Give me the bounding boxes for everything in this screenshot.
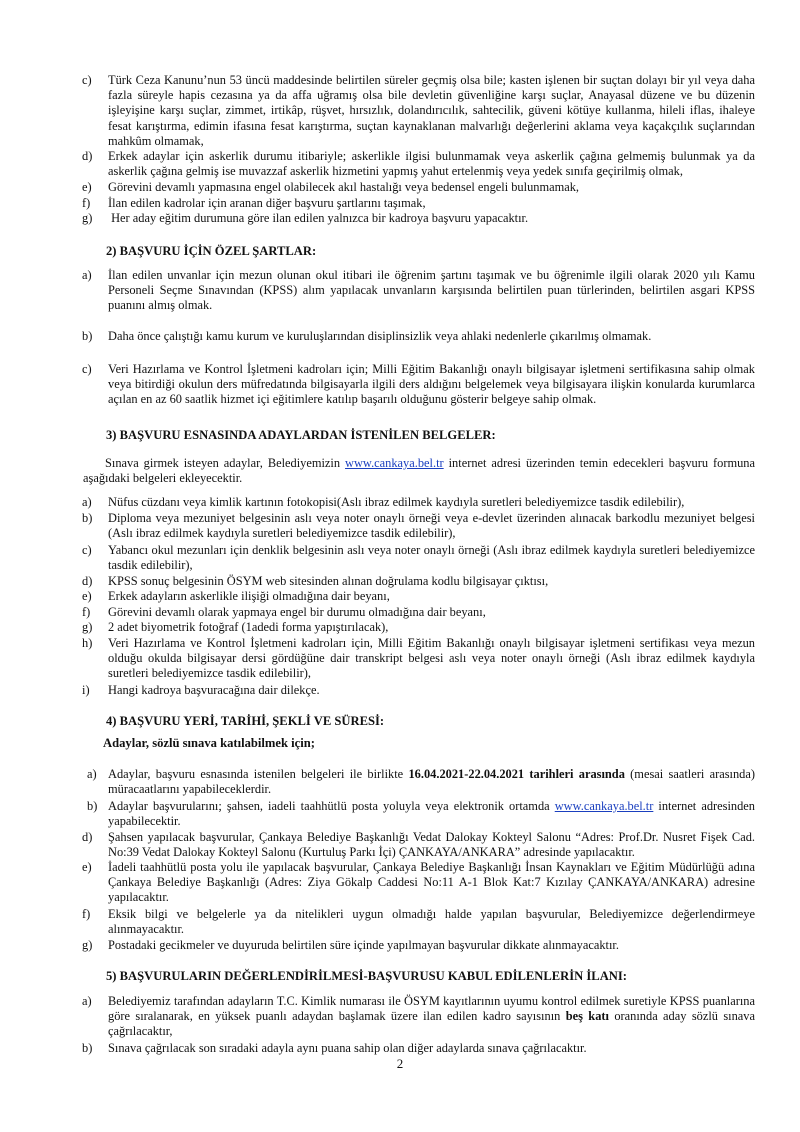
item-text: Türk Ceza Kanunu’nun 53 üncü maddesinde belirtilen süreler geçmiş olsa bile; kasten işlenen bir suçtan dolayı bir yıl veya daha fazla süreyle hapis cezasına ya da affa uğramış olsa bile devletin güvenliğine karşı suçlar, Anayasal düzene ve bu düzenin işleyişine karşı suçlar, zimmet, irtikâp, rüşvet, hırsızlık, dolandırıcılık, sahtecilik, güveni kötüye kullanma, hileli iflas, ihaleye fesat karıştırma, edimin ifasına fesat karıştırma, suçtan kaynaklanan malvarlığı değerlerini aklama veya kaçakçılık suçlarından mahkûm olmamak, [108, 73, 755, 148]
list-item [82, 636, 755, 682]
item-text: KPSS sonuç belgesinin ÖSYM web sitesinden alınan doğrulama kodlu bilgisayar çıktısı, [108, 574, 549, 588]
item-label: i) [82, 683, 90, 697]
text-run: Adaylar başvurularını; şahsen, iadeli taahhütlü posta yoluyla veya elektronik ortamda [108, 799, 555, 813]
item-label: c) [82, 73, 92, 87]
item-label: d) [82, 574, 93, 588]
item-text: Görevini devamlı olarak yapmaya engel bir durumu olmadığına dair beyanı, [108, 605, 486, 619]
item-label: f) [82, 196, 91, 210]
list-item [82, 860, 755, 906]
item-text: Veri Hazırlama ve Kontrol İşletmeni kadroları için; Milli Eğitim Bakanlığı onaylı bilgisayar işletmeni sertifikasına sahip olmak veya bitirdiği okulun ders müfredatında bilgisayarla ilgili ders aldığını belgelemek veya bilgisayara ilişkin konularda kurumlarca açılan en az 60 saatlik hizmet içi eğitimlere katılıp başarılı olduğunu gösterir belgeye sahip olmak. [108, 362, 755, 407]
page-number: 2 [396, 1056, 404, 1071]
list-item [82, 511, 755, 541]
intro-text: Sınava girmek isteyen adaylar, Belediyemizin [105, 456, 346, 470]
item-text [108, 767, 755, 797]
list-item [82, 149, 755, 179]
section-heading: 4) BAŞVURU YERİ, TARİHİ, ŞEKLİ VE SÜRESİ: [106, 714, 385, 728]
list-item [82, 268, 755, 314]
list-item [87, 799, 755, 829]
item-label: d) [82, 830, 93, 844]
item-text: Erkek adaylar için askerlik durumu itibariyle; askerlikle ilgisi bulunmamak veya askerlik çağına gelmemiş bulunmak ya da askerlik çağına gelmiş ise muvazzaf askerlik hizmetini yapmış yahut ertelenmiş veya yedek sınıfa geçirilmiş olmak, [108, 149, 755, 179]
item-text [108, 994, 755, 1040]
website-link[interactable]: www.cankaya.bel.tr [345, 456, 444, 470]
item-label: e) [82, 860, 92, 874]
item-text [108, 799, 755, 829]
list-item [82, 907, 755, 937]
item-label: c) [82, 362, 92, 376]
item-text: Sınava çağrılacak son sıradaki adayla aynı puana sahip olan diğer adaylarda sınava çağrılacaktır. [108, 1041, 587, 1055]
list-item [82, 1041, 755, 1056]
item-text: Yabancı okul mezunları için denklik belgesinin aslı veya noter onaylı örneği (Aslı ibraz edilmek kaydıyla suretleri belediyemizce tasdik edilebilir), [108, 543, 755, 573]
section-heading: 2) BAŞVURU İÇİN ÖZEL ŞARTLAR: [106, 244, 317, 258]
item-text: Postadaki gecikmeler ve duyuruda belirtilen süre içinde yapılmayan başvurular dikkate alınmayacaktır. [108, 938, 619, 952]
list-item [82, 211, 755, 226]
item-label: b) [87, 799, 98, 813]
item-label: b) [82, 329, 93, 343]
text-run: oranında aday sözlü sınava çağrılacaktır, [108, 1009, 756, 1039]
item-label: g) [82, 211, 93, 225]
item-text: Eksik bilgi ve belgelerle ya da nitelikleri uygun olmadığı halde yapılan başvurular, Belediyemizce değerlendirmeye alınmayacaktır. [108, 907, 755, 937]
item-text: Nüfus cüzdanı veya kimlik kartının fotokopisi(Aslı ibraz edilmek kaydıyla suretleri belediyemizce tasdik edilebilir), [108, 495, 685, 509]
text-run: Belediyemiz tarafından adayların T.C. Kimlik numarası ile ÖSYM kayıtlarının uyumu kontrol edilmek suretiyle KPSS puanlarına göre sıralanarak, en yüksek puanlı adaydan başlamak üzere ilan edilen kadro sayısının [108, 994, 755, 1024]
text-run: (mesai saatleri arasında) müracaatlarını yapabileceklerdir. [108, 767, 755, 797]
list-item [82, 830, 755, 860]
item-label: e) [82, 589, 92, 603]
list-item [82, 994, 755, 1040]
item-label: a) [87, 767, 97, 781]
item-text: Diploma veya mezuniyet belgesinin aslı veya noter onaylı örneği veya e-devlet üzerinden alınacak barkodlu mezuniyet belgesi (Aslı ibraz edilmek kaydıyla suretleri belediyemizce tasdik edilebilir), [108, 511, 755, 541]
list-item [82, 180, 755, 195]
list-item [82, 495, 755, 510]
item-label: g) [82, 620, 93, 634]
list-item [82, 938, 755, 953]
item-text: Şahsen yapılacak başvurular, Çankaya Belediye Başkanlığı Vedat Dalokay Kokteyl Salonu “Adres: Prof.Dr. Nusret Fişek Cad. No:39 Vedat Dalokay Kokteyl Salonu (Kurtuluş Parkı İçi) ÇANKAYA/ANKARA” adresinde yapılacaktır. [108, 830, 755, 860]
section-heading: 5) BAŞVURULARIN DEĞERLENDİRİLMESİ-BAŞVURUSU KABUL EDİLENLERİN İLANI: [106, 969, 627, 983]
item-label: a) [82, 994, 92, 1008]
item-text: 2 adet biyometrik fotoğraf (1adedi forma yapıştırılacak), [108, 620, 389, 634]
item-label: b) [82, 1041, 93, 1055]
section-subheading: Adaylar, sözlü sınava katılabilmek için; [103, 736, 315, 750]
list-item [82, 362, 755, 408]
list-item [82, 543, 755, 573]
item-text: Daha önce çalıştığı kamu kurum ve kuruluşlarından disiplinsizlik veya ahlaki nedenlerle çıkarılmış olmamak. [108, 329, 652, 343]
website-link[interactable]: www.cankaya.bel.tr [554, 799, 654, 813]
item-label: a) [82, 495, 92, 509]
date-range: 16.04.2021-22.04.2021 tarihleri arasında [408, 767, 625, 781]
item-label: a) [82, 268, 92, 282]
item-text: İlan edilen unvanlar için mezun olunan okul itibari ile öğrenim şartını taşımak ve bu öğrenimle ilgili olarak 2020 yılı Kamu Personeli Seçme Sınavından (KPSS) alım yapılacak unvanların karşısında belirtilen puan türlerinden, belirtilen asgari KPSS puanını almış olmak. [108, 268, 755, 313]
item-text: Hangi kadroya başvuracağına dair dilekçe. [108, 683, 320, 697]
list-item [82, 574, 755, 589]
item-text: İadeli taahhütlü posta yolu ile yapılacak başvurular, Çankaya Belediye Başkanlığı İnsan Kaynakları ve Eğitim Müdürlüğü adına Çankaya Belediye Başkanlığı (Adres: Ziya Gökalp Caddesi No:11 A-1 Blok Kat:7 Kızılay ÇANKAYA/ANKARA) adresine yapılacaktır. [108, 860, 755, 905]
list-item [82, 683, 755, 698]
item-label: b) [82, 511, 93, 525]
item-label: g) [82, 938, 93, 952]
text-run: internet adresinden yapabilecektir. [108, 799, 755, 829]
list-item [82, 329, 755, 344]
bold-text: beş katı [565, 1009, 609, 1024]
list-item [82, 620, 755, 635]
text-run: Adaylar, başvuru esnasında istenilen belgeleri ile birlikte [108, 767, 409, 781]
item-text: Veri Hazırlama ve Kontrol İşletmeni kadroları için, Milli Eğitim Bakanlığı onaylı bilgisayar işletmeni sertifikası veya mezun olduğu okulda bilgisayar dersi gördüğüne dair transkript belgesi aslı veya noter onaylı örneği (Aslı ibraz edilmek kaydıyla suretleri belediyemizce tasdik edilebilir), [108, 636, 755, 681]
item-label: f) [82, 907, 91, 921]
item-label: c) [82, 543, 92, 557]
intro-text: internet adresi üzerinden temin edecekleri başvuru formuna aşağıdaki belgeleri ekleyecektir. [83, 456, 755, 486]
item-text: İlan edilen kadrolar için aranan diğer başvuru şartlarını taşımak, [108, 196, 426, 210]
section-heading: 3) BAŞVURU ESNASINDA ADAYLARDAN İSTENİLEN BELGELER: [106, 428, 496, 442]
item-text: Görevini devamlı yapmasına engel olabilecek akıl hastalığı veya bedensel engeli bulunmamak, [108, 180, 580, 194]
item-label: d) [82, 149, 93, 163]
list-item [87, 767, 755, 797]
item-label: f) [82, 605, 91, 619]
list-item [82, 73, 755, 149]
item-label: e) [82, 180, 92, 194]
list-item [82, 605, 755, 620]
item-text: Her aday eğitim durumuna göre ilan edilen yalnızca bir kadroya başvuru yapacaktır. [108, 211, 529, 225]
item-label: h) [82, 636, 93, 650]
section-intro [83, 456, 755, 486]
list-item [82, 196, 755, 211]
item-text: Erkek adayların askerlikle ilişiği olmadığına dair beyanı, [108, 589, 390, 603]
list-item [82, 589, 755, 604]
